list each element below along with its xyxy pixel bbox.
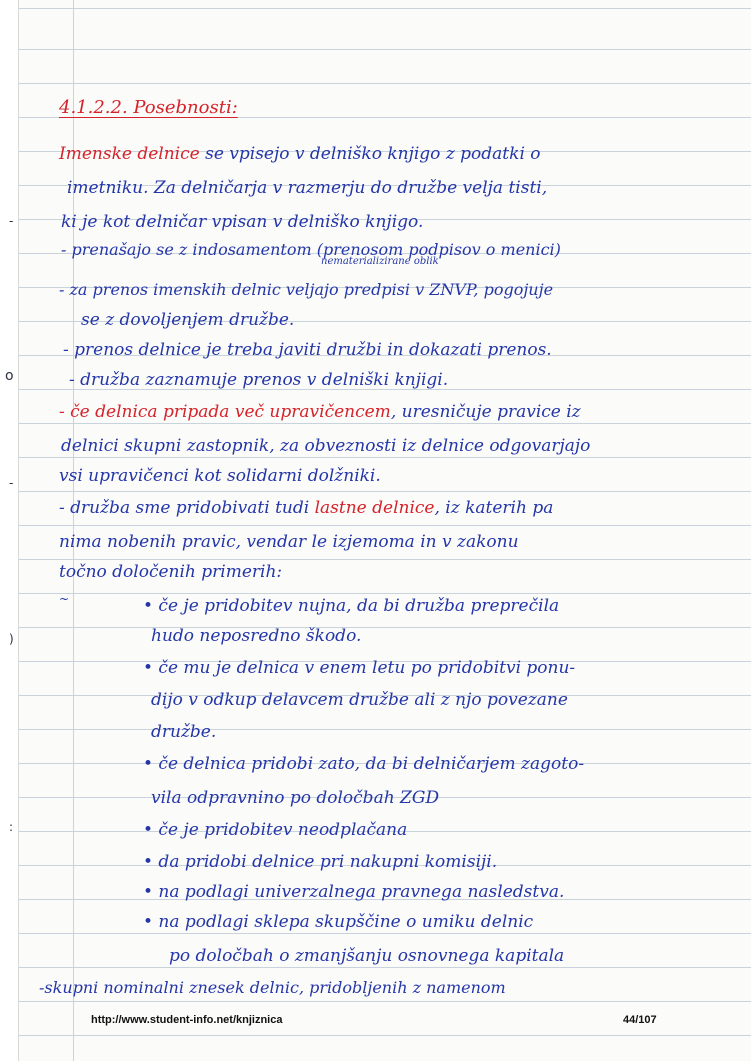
- bullet-line: -skupni nominalni znesek delnic, pridobljenih z namenom: [39, 978, 506, 997]
- notebook-page: [5, 0, 751, 1061]
- term-vec-upravicencem: - če delnica pripada več upravičencem: [59, 402, 391, 422]
- text-segment: - družba sme pridobivati tudi: [59, 498, 310, 518]
- margin-tick: -: [9, 214, 14, 228]
- section-heading: 4.1.2.2. Posebnosti:: [59, 97, 238, 118]
- sub-bullet: • če je pridobitev nujna, da bi družba preprečila: [143, 596, 560, 616]
- paragraph-line: imetniku. Za delničarja v razmerju do družbe velja tisti,: [67, 178, 548, 198]
- insertion-note: nematerializirane oblik: [321, 256, 439, 267]
- bullet-continuation: vsi upravičenci kot solidarni dolžniki.: [59, 466, 381, 486]
- bullet-line: - družba zaznamuje prenos v delniški knjigi.: [69, 370, 449, 390]
- margin-tick: ): [9, 632, 14, 646]
- bullet-continuation: nima nobenih pravic, vendar le izjemoma in v zakonu: [59, 532, 519, 552]
- sub-bullet: • če mu je delnica v enem letu po pridobitvi ponu-: [143, 658, 576, 678]
- sub-bullet: • na podlagi univerzalnega pravnega nasledstva.: [143, 882, 565, 902]
- paragraph-line: [59, 144, 541, 164]
- sub-bullet: • če delnica pridobi zato, da bi delničarjem zagoto-: [143, 754, 585, 774]
- sub-bullet: • na podlagi sklepa skupščine o umiku delnic: [143, 912, 534, 932]
- bullet-continuation: točno določenih primerih:: [59, 562, 283, 582]
- bullet-continuation: se z dovoljenjem družbe.: [81, 310, 295, 330]
- sub-bullet: • da pridobi delnice pri nakupni komisiji.: [143, 852, 498, 872]
- sub-bullet-continuation: družbe.: [151, 722, 217, 742]
- margin-tick: :: [9, 820, 14, 834]
- margin-tick: -: [9, 476, 14, 490]
- term-imenske-delnice: Imenske delnice: [59, 144, 200, 164]
- text-segment: , uresničuje pravice iz: [390, 402, 581, 422]
- bullet-line: - prenašajo se z indosamentom (prenosom podpisov o menici): [61, 240, 561, 259]
- paragraph-line: ki je kot delničar vpisan v delniško knjigo.: [61, 212, 424, 232]
- margin-arrow: ~: [59, 592, 70, 606]
- bullet-line: - prenos delnice je treba javiti družbi in dokazati prenos.: [63, 340, 552, 360]
- margin-circle: o: [5, 368, 14, 384]
- bullet-line: - za prenos imenskih delnic veljajo predpisi v ZNVP, pogojuje: [59, 280, 554, 299]
- bullet-continuation: delnici skupni zastopnik, za obveznosti iz delnice odgovarjajo: [61, 436, 591, 456]
- text-segment: , iz katerih pa: [434, 498, 554, 518]
- sub-bullet-continuation: hudo neposredno škodo.: [151, 626, 362, 646]
- sub-bullet-continuation: dijo v odkup delavcem družbe ali z njo povezane: [151, 690, 568, 710]
- text-segment: se vpisejo v delniško knjigo z podatki o: [205, 144, 541, 164]
- footer-page-number: 44/107: [623, 1014, 657, 1026]
- sub-bullet-continuation: vila odpravnino po določbah ZGD: [151, 788, 440, 808]
- bullet-line: [59, 402, 581, 422]
- term-lastne-delnice: lastne delnice: [314, 498, 435, 518]
- footer-url: http://www.student-info.net/knjiznica: [91, 1014, 283, 1026]
- sub-bullet: • če je pridobitev neodplačana: [143, 820, 408, 840]
- sub-bullet-continuation: po določbah o zmanjšanju osnovnega kapitala: [169, 946, 565, 966]
- bullet-line: [59, 498, 553, 518]
